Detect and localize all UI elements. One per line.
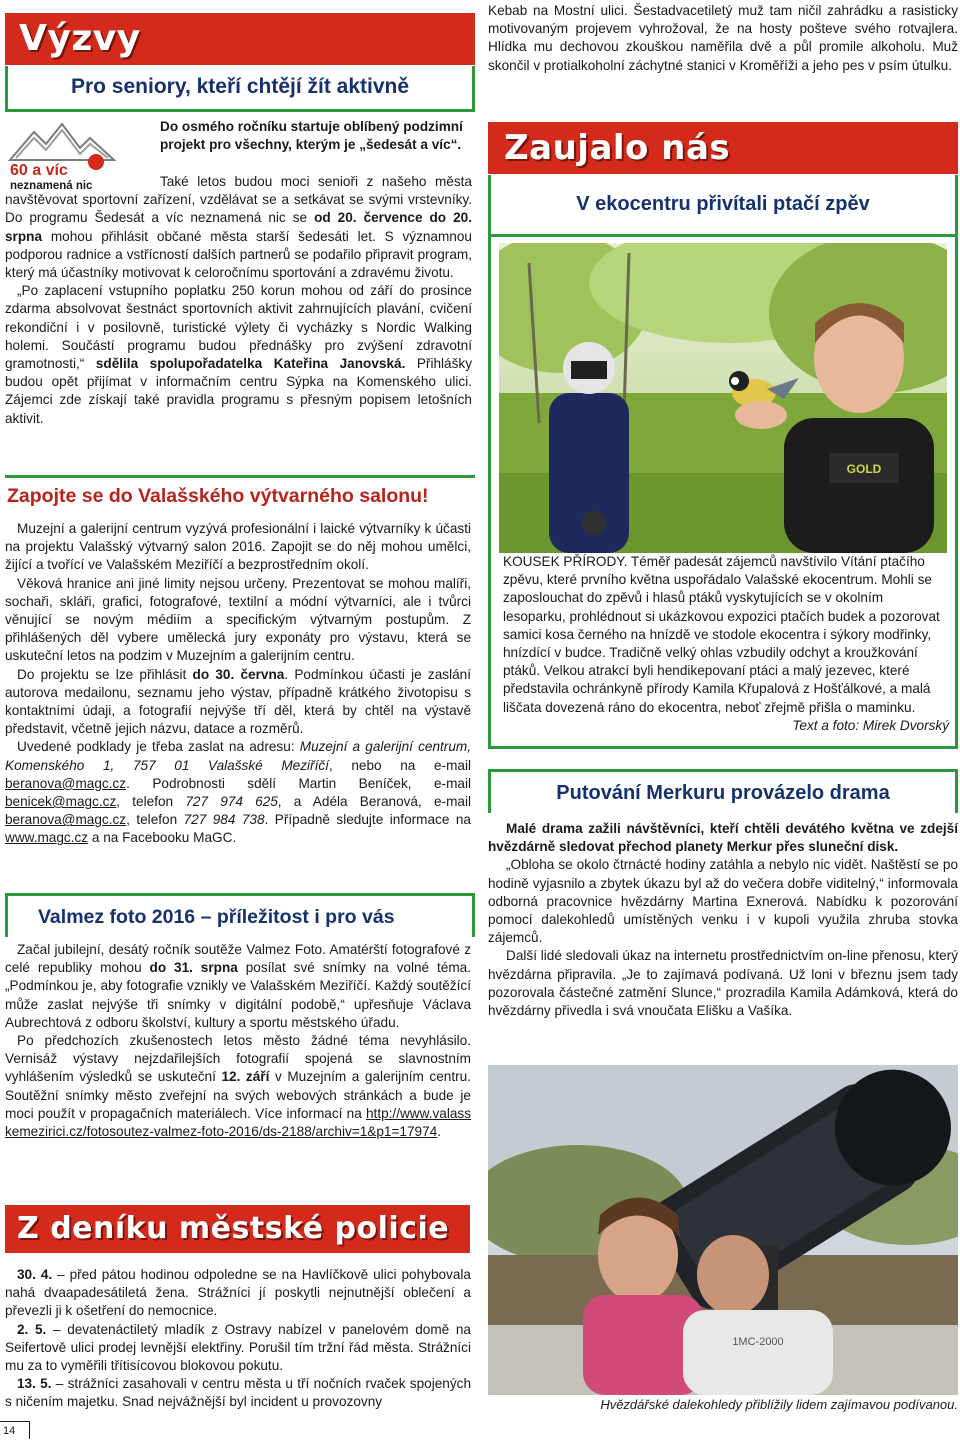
ekocentrum-photo-box <box>488 237 958 749</box>
police-entry-1: 30. 4. – před pátou hodinou odpoledne se na Havlíčkově ulici pohybovala nahá dvaapadesátiletá žena. Strážníci jí poskytli nejnutnější oblečení a převezli ji k ošetření do nemocnice. <box>5 1267 471 1319</box>
banner-title: Výzvy <box>19 18 141 59</box>
ekocentrum-caption: KOUSEK PŘÍRODY. Téměř padesát zájemců navštívilo Vítání ptačího zpěvu, které prvního května uspořádalo Valašské ekocentrum. Mohli se zaposlouchat do zpěvů i hlasů ptáků vyskytujících se v okolním lesoparku, prohlédnout si ukázkovou expozici ptačích budek a pozorovat samici kosa černého na hnízdě ve stodole ekocentra i sýkory modřinky, hnízdící v budce. Tradičně velký ohlas vzbudily odchyt a kroužkování ptáků. Velkou atrakcí byli hendikepovaní ptáci a malý jezevec, které představila ochránkyně přírody Kamila Křupalová z Hošťálkové, a malá liščata dovezená ráno do ekocentra, neboť zřejmě přišla o maminku. Text a foto: Mirek Dvorský <box>503 553 949 735</box>
banner-title-zaujalo: Zaujalo nás <box>504 128 731 168</box>
seniors-lead: Do osmého ročníku startuje oblíbený podzimní projekt pro všechny, kterým je „šedesát a víc“. <box>160 119 463 153</box>
page-number: 14 <box>0 1421 30 1439</box>
headline-ekocentrum: V ekocentru přivítali ptačí zpěv <box>576 193 870 215</box>
salon-paragraph-3: Do projektu se lze přihlásit do 30. června. Podmínkou účasti je zaslání autorova medailonu, seznamu jeho výstav, případně krátkého životopisu s kontaktními údaji, a fotografií nejvýše tří děl, která by chtěl na výstavě představit, včetně jejich názvu, datace a rozměrů. <box>5 666 472 737</box>
logo-text: neznamená nic <box>10 180 93 192</box>
valmez-foto-link[interactable]: http://www.valasskemezirici.cz/fotosoutez-valmez-foto-2016/ds-2188/archiv=1&p1=17974 <box>5 1105 471 1140</box>
merkur-paragraph-2: Další lidé sledovali úkaz na internetu prostřednictvím on-line přenosu, který hvězdárna připravila. „Je to zajímavá podívaná. Už loni v březnu jsem tady pozorovala částečné zatmění Slunce,“ prozradila Kamila Adámková, která do hvězdárny přivedla i svá vnoučata Elišku a Vašíka. <box>488 948 958 1019</box>
photo-credit: Text a foto: Mirek Dvorský <box>792 717 949 733</box>
valmez-body <box>5 941 471 1141</box>
seniors-paragraph-1: Také letos budou moci senioři z našeho města navštěvovat sportovní zařízení, vzdělávat se a setkávat se svými vrstevníky. Do programu Šedesát a víc neznamená nic se od 20. července do 20. srpna mohou přihlásit občané města starší šedesáti let. S významnou podporou radnice a vstřícností dalších partnerů se podařilo připravit program, který má účastníky motivovat k celoročnímu sportování a zdravému životu. <box>5 174 473 281</box>
boys-birds-photo <box>499 243 947 553</box>
merkur-lead: Malé drama zažili návštěvníci, kteří chtěli devátého května ve zdejší hvězdárně sledovat přechod planety Merkur přes sluneční disk. <box>488 821 958 855</box>
merkur-body <box>488 820 958 1020</box>
headline-box-salon <box>5 475 475 511</box>
email-benicek-link[interactable]: benicek@magc.cz <box>5 794 117 810</box>
logo-number: 60 a víc <box>10 162 68 179</box>
headline-box-valmez <box>5 893 475 937</box>
salon-paragraph-4: Uvedené podklady je třeba zaslat na adresu: Muzejní a galerijní centrum, Komenského 1, 757 01 Valašské Meziříčí, nebo na e-mail beranova@magc.cz. Podrobnosti sdělí Martin Beníček, e-mail benicek@magc.cz, telefon 727 974 625, a Adéla Beranová, e-mail beranova@magc.cz, telefon 727 984 738. Případně sledujte informace na www.magc.cz a na Facebooku MaGC. <box>5 739 471 846</box>
headline-box-seniors <box>5 66 475 112</box>
headline-merkur: Putování Merkuru provázelo drama <box>556 782 890 804</box>
headline-seniors: Pro seniory, kteří chtějí žít aktivně <box>70 75 410 98</box>
telescope-caption: Hvězdářské dalekohledy přiblížily lidem zajímavou podívanou. <box>600 1397 958 1412</box>
valmez-paragraph-1: Začal jubilejní, desátý ročník soutěže Valmez Foto. Amatérští fotografové z celé republiky mohou do 31. srpna posílat své snímky na volné téma. „Podmínkou je, aby fotografie vznikly ve Valašském Meziříčí. Každý soutěžící může zaslat nejvýše tři snímky v digitální podobě,“ upřesňuje Václava Aubrechtová z odboru školství, kultury a sportu městského úřadu. <box>5 942 471 1030</box>
headline-valmez: Valmez foto 2016 – příležitost i pro vás <box>38 906 395 928</box>
policie-body <box>5 1266 471 1412</box>
telescope-photo-image <box>488 1065 958 1395</box>
police-entry-3-continued: Kebab na Mostní ulici. Šestadvacetiletý muž tam ničil zahrádku a rasisticky motivovaným projevem vyhrožoval, že na hosty pošteve svého rotvajlera. Hlídka mu dechovou zkouškou naměřila dvě a půl promile alkoholu. Muž skončil v protialkoholní záchytné stanici v Kroměříži a jeho pes v psím útulku. <box>488 3 958 73</box>
headline-salon: Zapojte se do Valašského výtvarného salonu! <box>7 485 429 507</box>
merkur-paragraph-1: „Obloha se okolo čtrnácté hodiny zatáhla a nebylo nic vidět. Naštěstí se po hodině vyjasnilo a zbytek úkazu byl až do večera dobře viditelný,“ informovala odborná pracovnice hvězdárny Martina Exnerová. Nabídku k pozorování pomocí dalekohledů umístěných venku i v kupoli využila zhruba stovka zájemců. <box>488 857 958 946</box>
salon-body <box>5 520 471 848</box>
seniors-body <box>5 173 472 428</box>
policie-continued <box>488 2 958 75</box>
headline-box-ekocentrum <box>488 175 958 237</box>
banner-title-policie: Z deníku městské policie <box>17 1211 450 1246</box>
section-banner-zaujalo <box>488 122 958 174</box>
section-banner-vyzvy <box>5 13 475 65</box>
police-entry-2: 2. 5. – devatenáctiletý mladík z Ostravy nabízel v panelovém domě na Seifertově ulici prodej levnější elektřiny. Porušil tím tržní řád města. Strážníci mu za to vyměřili třítisícovou blokovou pokutu. <box>5 1321 471 1374</box>
email-beranova-link-2[interactable]: beranova@magc.cz <box>5 812 127 828</box>
shirt-print: GOLD <box>846 462 882 476</box>
section-banner-policie <box>5 1205 470 1253</box>
tshirt-print: 1MC-2000 <box>732 1336 784 1348</box>
police-entry-3: 13. 5. – strážníci zasahovali v centru města u tří nočních rvaček spojených s ničením majetku. Snad nejvážnější byl incident u provozovny <box>5 1376 472 1410</box>
email-beranova-link[interactable]: beranova@magc.cz <box>5 775 127 791</box>
ekocentrum-photo <box>499 243 947 553</box>
salon-paragraph-2: Věková hranice ani jiné limity nejsou určeny. Prezentovat se mohou malíři, sochaři, skláři, grafici, fotografové, textilní a módní výtvarníci, ale i tvůrci věnující se novým médiím a specifickým výtvarným postupům. Z přihlášených děl vybere umělecká jury exponáty pro výstavu, která se uskuteční letos na podzim v Muzejním a galerijním centru. <box>5 575 471 664</box>
magc-web-link[interactable]: www.magc.cz <box>5 830 89 846</box>
salon-paragraph-1: Muzejní a galerijní centrum vyzývá profesionální i laické výtvarníky k účasti na projektu Valašský výtvarný salon 2016. Zapojit se do něj mohou umělci, žijící a tvořící ve Valašském Meziříčí a bezprostředním okolí. <box>5 521 471 573</box>
valmez-paragraph-2: Po předchozích zkušenostech letos město žádné téma nevyhlásilo. Vernisáž výstavy nejzdařilejších fotografií spojená se slavnostním vyhlášením výsledků se uskuteční 12. září v Muzejním a galerijním centru. Soutěžní snímky město zveřejní na svých webových stránkách a bude je moci použít v propagačních materiálech. Více informací na http://www.valasskemezirici.cz/fotosoutez-valmez-foto-2016/ds-2188/archiv=1&p1=17974. <box>5 1033 471 1140</box>
headline-box-merkur <box>488 769 958 813</box>
seniors-paragraph-2: „Po zaplacení vstupního poplatku 250 korun mohou od září do prosince zdarma absolvovat šestnáct sportovních aktivit zahrnujících plavání, cvičení rekondiční i v posilovně, turistické výlety či vycházky s Nordic Walking holemi. Součástí programu budou přednášky pro zvýšení zdravotní gramotnosti,“ sdělila spolupořadatelka Kateřina Janovská. Přihlášky budou opět přijímat v informačním centru Sýpka na Komenského ulici. Zájemci zde získají také pravidla programu s přesným popisem letošních aktivit. <box>5 283 472 426</box>
telescope-photo <box>488 1065 958 1395</box>
